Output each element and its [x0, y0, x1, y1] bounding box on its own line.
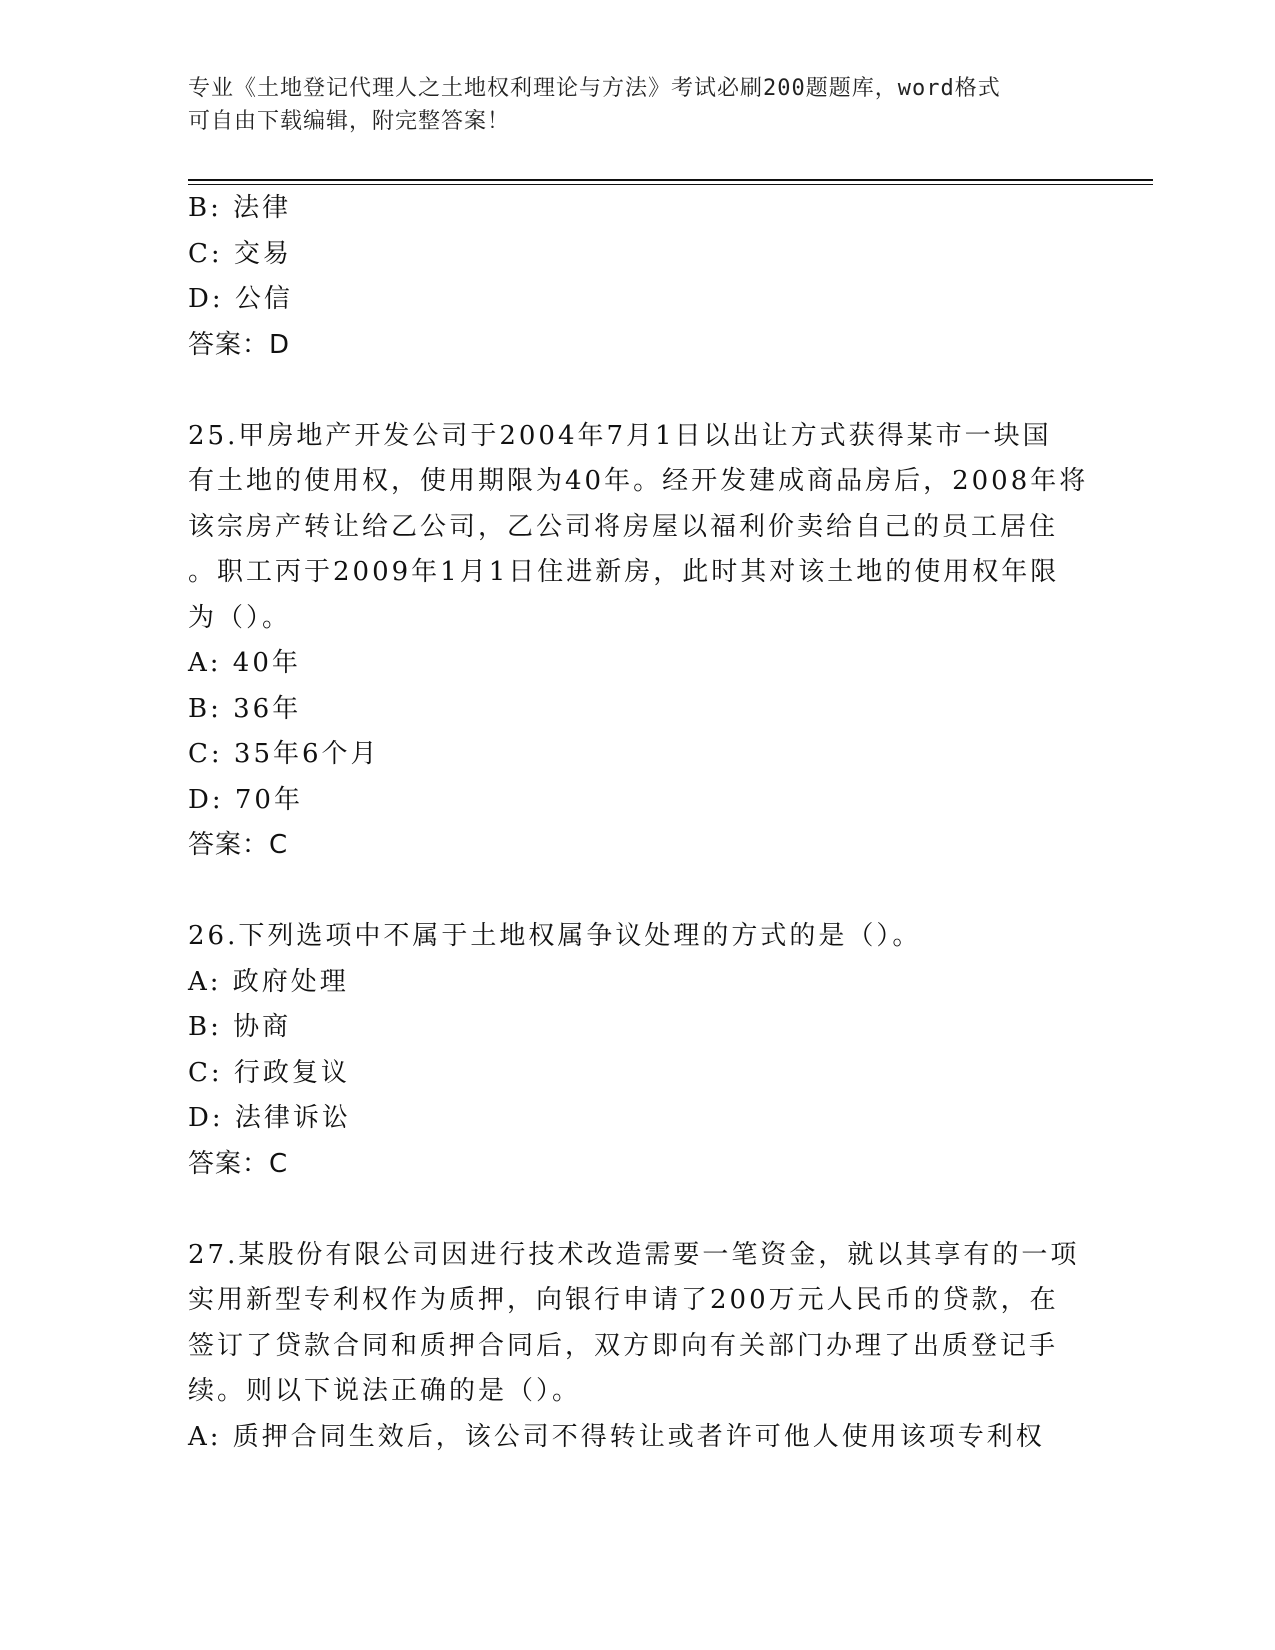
- question-text-line: 该宗房产转让给乙公司，乙公司将房屋以福利价卖给自己的员工居住: [188, 511, 1059, 542]
- header-divider-thin: [188, 184, 1153, 185]
- question-27: [188, 1233, 1088, 1461]
- question-26: [188, 914, 1088, 1187]
- spacer: [188, 368, 1088, 414]
- option-a: A: 40年: [188, 648, 301, 678]
- question-text-line: 续。则以下说法正确的是（）。: [188, 1376, 582, 1406]
- header-title-line-1: 专业《土地登记代理人之土地权利理论与方法》考试必刷200题题库，word格式: [188, 76, 1001, 101]
- answer-line: 答案：D: [188, 329, 291, 360]
- option-d: D: 70年: [188, 784, 303, 815]
- option-b: B: 协商: [188, 1012, 292, 1042]
- option-b: B: 36年: [188, 693, 302, 724]
- spacer: [188, 1187, 1088, 1233]
- question-25: [188, 414, 1088, 869]
- option-b: B: 法律: [188, 193, 292, 223]
- document-body: [188, 186, 1088, 1460]
- option-d: D: 法律诉讼: [188, 1103, 351, 1133]
- answer-line: 答案：C: [188, 1148, 289, 1179]
- question-text-line: 27.某股份有限公司因进行技术改造需要一笔资金，就以其享有的一项: [188, 1239, 1080, 1270]
- spacer: [188, 869, 1088, 915]
- answer-line: 答案：C: [188, 830, 289, 860]
- question-text-line: 实用新型专利权作为质押，向银行申请了200万元人民币的贷款，在: [188, 1285, 1059, 1315]
- option-c: C: 35年6个月: [188, 739, 380, 769]
- question-text-line: 。职工丙于2009年1月1日住进新房，此时其对该土地的使用权年限: [188, 557, 1060, 587]
- question-text-line: 有土地的使用权，使用期限为40年。经开发建成商品房后，2008年将: [188, 466, 1089, 496]
- option-c: C: 行政复议: [188, 1057, 350, 1088]
- question-text-line: 为（）。: [188, 602, 292, 633]
- option-d: D: 公信: [188, 284, 293, 314]
- header-title-line-2: 可自由下载编辑，附完整答案！: [188, 109, 511, 134]
- document-header: [188, 72, 1068, 138]
- question-24-tail: [188, 186, 1088, 368]
- option-c: C: 交易: [188, 238, 292, 269]
- question-text-line: 签订了贷款合同和质押合同后，双方即向有关部门办理了出质登记手: [188, 1330, 1059, 1361]
- option-a: A: 政府处理: [188, 966, 349, 997]
- question-text-line: 25.甲房地产开发公司于2004年7月1日以出让方式获得某市一块国: [188, 420, 1052, 451]
- header-divider-thick: [188, 179, 1153, 181]
- question-text-line: 26.下列选项中不属于土地权属争议处理的方式的是（）。: [188, 921, 922, 951]
- option-a: A: 质押合同生效后，该公司不得转让或者许可他人使用该项专利权: [188, 1421, 1045, 1452]
